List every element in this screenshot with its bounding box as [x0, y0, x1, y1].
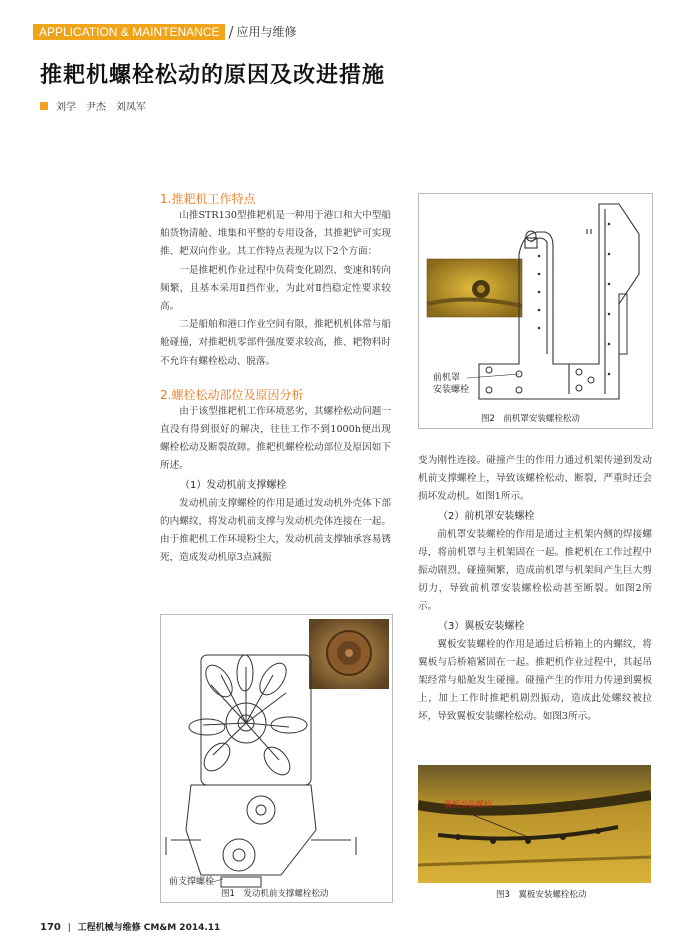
subsection-1-heading: （1）发动机前支撑螺栓: [180, 479, 287, 491]
author-line: [40, 98, 146, 113]
section-label-en: APPLICATION & MAINTENANCE: [33, 24, 225, 40]
figure-3-caption: 图3 翼板安装螺栓松动: [496, 890, 587, 900]
subsection-3-paragraph: 翼板安装螺栓的作用是通过后桥箱上的内螺纹，将翼板与后桥箱紧固在一起。推耙机作业过程中，其起吊架经常与船舱发生碰撞。碰撞产生的作用力传递到翼板上，加上工作时推耙机剧烈振动，造成此处螺纹被拉坏，导致翼板安装螺栓松动。如图3所示。: [418, 638, 652, 723]
figure-3-callout: 翼板安装螺栓: [444, 800, 492, 809]
figure-2-caption: 图2 前机罩安装螺栓松动: [481, 414, 580, 424]
author-marker-icon: [40, 102, 48, 110]
text-column-right: [418, 452, 652, 727]
figure-1: [160, 614, 393, 903]
text-column-left: [160, 191, 391, 567]
figure-1-drawing: [161, 615, 392, 902]
subsection-2-paragraph: 前机罩安装螺栓的作用是通过主机架内侧的焊接螺母，将前机罩与主机架固在一起。推耙机在工作过程中振动剧烈、碰撞频繁，造成前机罩与机架间产生巨大剪切力，导致前机罩安装螺栓松动甚至断裂。如图2所示。: [418, 528, 652, 613]
subsection-2-heading: （2）前机罩安装螺栓: [438, 510, 535, 522]
section-2-paragraph-1: 由于该型推耙机工作环境恶劣，其螺栓松动问题一直没有得到很好的解决，往往工作不到1000h便出现螺栓松动及断裂故障。推耙机螺栓松动部位及原因如下所述。: [160, 405, 391, 472]
figure-2-callout: [433, 372, 469, 396]
section-1-paragraph-2: 一是推耙机作业过程中负荷变化剧烈、变速和转向频繁，且基本采用Ⅱ挡作业，为此对Ⅱ挡稳定性要求较高。: [160, 264, 391, 313]
subsection-1-paragraph: 发动机前支撑螺栓的作用是通过发动机外壳体下部的内螺纹，将发动机前支撑与发动机壳体连接在一起。由于推耙机工作环境粉尘大，发动机前支撑轴承容易锈死，造成发动机原3点减振: [160, 497, 391, 564]
page-number: 170: [40, 922, 61, 933]
figure-1-callout: 前支撑螺栓: [169, 877, 215, 887]
figure-2-callout-line-2: 安装螺栓: [433, 385, 470, 395]
subsection-1-paragraph-continued: 变为刚性连接。碰撞产生的作用力通过机架传递到发动机前支撑螺栓上，导致该螺栓松动、断裂，严重时还会损坏发动机。如图1所示。: [418, 455, 652, 503]
section-2-heading: 2.螺栓松动部位及原因分析: [160, 387, 304, 402]
page-footer: [40, 920, 220, 933]
section-header: [33, 24, 297, 40]
section-1-heading: 1.推耙机工作特点: [160, 192, 256, 206]
section-label-cn: 应用与维修: [236, 25, 297, 39]
section-slash: /: [228, 23, 234, 41]
figure-1-caption: 图1 发动机前支撑螺栓松动: [221, 889, 329, 899]
article-title: 推耙机螺栓松动的原因及改进措施: [40, 63, 386, 88]
figure-2: [418, 193, 653, 429]
subsection-3-heading: （3）翼板安装螺栓: [438, 620, 525, 632]
section-1-paragraph-1: 山推STR130型推耙机是一种用于港口和大中型船舶货物清舱、堆集和平整的专用设备，其推耙铲可实现推、耙双向作业。其工作特点表现为以下2个方面：: [160, 210, 391, 258]
figure-3-photo: [418, 765, 651, 883]
authors: 刘学 尹杰 刘凤军: [56, 102, 146, 113]
figure-3: [418, 765, 651, 901]
journal-name: 工程机械与维修 CM&M 2014.11: [77, 923, 221, 933]
footer-separator: |: [67, 923, 71, 933]
figure-2-callout-line-1: 前机罩: [433, 373, 461, 383]
section-1-paragraph-3: 二是船舶和港口作业空间有限，推耙机机体常与船舱碰撞，对推耙机零部件强度要求较高，推、耙物料时不允许有螺栓松动、脱落。: [160, 319, 391, 367]
